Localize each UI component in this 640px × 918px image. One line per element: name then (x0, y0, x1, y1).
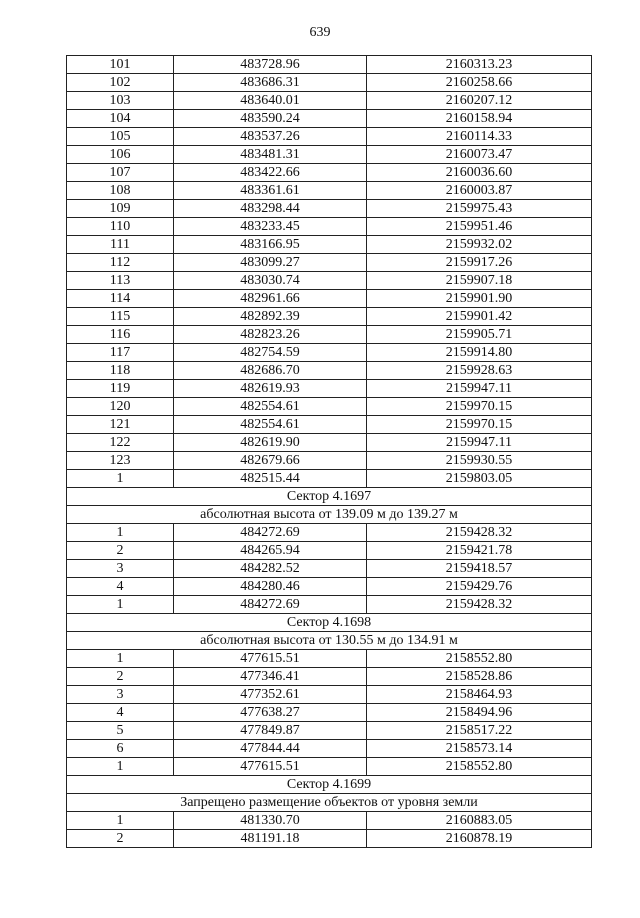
x-coordinate-cell: 484282.52 (174, 560, 367, 578)
x-coordinate-cell: 477849.87 (174, 722, 367, 740)
x-coordinate-cell: 482823.26 (174, 326, 367, 344)
y-coordinate-cell: 2158528.86 (367, 668, 592, 686)
y-coordinate-cell: 2159905.71 (367, 326, 592, 344)
x-coordinate-cell: 483298.44 (174, 200, 367, 218)
table-row (67, 200, 592, 218)
table-row (67, 236, 592, 254)
x-coordinate-cell: 483481.31 (174, 146, 367, 164)
x-coordinate-cell: 477638.27 (174, 704, 367, 722)
point-number-cell: 112 (67, 254, 174, 272)
y-coordinate-cell: 2159947.11 (367, 434, 592, 452)
x-coordinate-cell: 482619.93 (174, 380, 367, 398)
x-coordinate-cell: 483686.31 (174, 74, 367, 92)
table-row (67, 272, 592, 290)
table-row (67, 56, 592, 74)
point-number-cell: 1 (67, 524, 174, 542)
y-coordinate-cell: 2159951.46 (367, 218, 592, 236)
y-coordinate-cell: 2159975.43 (367, 200, 592, 218)
x-coordinate-cell: 482554.61 (174, 416, 367, 434)
point-number-cell: 1 (67, 758, 174, 776)
x-coordinate-cell: 484265.94 (174, 542, 367, 560)
point-number-cell: 109 (67, 200, 174, 218)
table-row (67, 92, 592, 110)
table-row (67, 812, 592, 830)
point-number-cell: 120 (67, 398, 174, 416)
x-coordinate-cell: 483422.66 (174, 164, 367, 182)
y-coordinate-cell: 2159901.42 (367, 308, 592, 326)
point-number-cell: 108 (67, 182, 174, 200)
point-number-cell: 104 (67, 110, 174, 128)
x-coordinate-cell: 482686.70 (174, 362, 367, 380)
sector-title: Сектор 4.1697 (67, 488, 592, 506)
x-coordinate-cell: 483030.74 (174, 272, 367, 290)
point-number-cell: 3 (67, 560, 174, 578)
y-coordinate-cell: 2160003.87 (367, 182, 592, 200)
x-coordinate-cell: 477615.51 (174, 650, 367, 668)
x-coordinate-cell: 482554.61 (174, 398, 367, 416)
point-number-cell: 102 (67, 74, 174, 92)
sector-title-row (67, 488, 592, 506)
table-row (67, 434, 592, 452)
table-row (67, 686, 592, 704)
y-coordinate-cell: 2159947.11 (367, 380, 592, 398)
point-number-cell: 121 (67, 416, 174, 434)
coordinates-table-body (67, 56, 592, 848)
point-number-cell: 123 (67, 452, 174, 470)
sector-title: Сектор 4.1699 (67, 776, 592, 794)
y-coordinate-cell: 2159917.26 (367, 254, 592, 272)
point-number-cell: 106 (67, 146, 174, 164)
y-coordinate-cell: 2160313.23 (367, 56, 592, 74)
table-row (67, 398, 592, 416)
table-row (67, 560, 592, 578)
table-row (67, 668, 592, 686)
point-number-cell: 2 (67, 542, 174, 560)
point-number-cell: 4 (67, 578, 174, 596)
point-number-cell: 103 (67, 92, 174, 110)
table-row (67, 722, 592, 740)
x-coordinate-cell: 483099.27 (174, 254, 367, 272)
y-coordinate-cell: 2160207.12 (367, 92, 592, 110)
y-coordinate-cell: 2160114.33 (367, 128, 592, 146)
table-row (67, 326, 592, 344)
x-coordinate-cell: 484272.69 (174, 524, 367, 542)
y-coordinate-cell: 2160878.19 (367, 830, 592, 848)
table-row (67, 416, 592, 434)
point-number-cell: 4 (67, 704, 174, 722)
y-coordinate-cell: 2159429.76 (367, 578, 592, 596)
table-row (67, 830, 592, 848)
x-coordinate-cell: 483640.01 (174, 92, 367, 110)
x-coordinate-cell: 477615.51 (174, 758, 367, 776)
y-coordinate-cell: 2159428.32 (367, 596, 592, 614)
y-coordinate-cell: 2158494.96 (367, 704, 592, 722)
table-row (67, 452, 592, 470)
point-number-cell: 114 (67, 290, 174, 308)
x-coordinate-cell: 482961.66 (174, 290, 367, 308)
x-coordinate-cell: 477844.44 (174, 740, 367, 758)
table-row (67, 308, 592, 326)
y-coordinate-cell: 2159970.15 (367, 398, 592, 416)
x-coordinate-cell: 481330.70 (174, 812, 367, 830)
point-number-cell: 118 (67, 362, 174, 380)
point-number-cell: 115 (67, 308, 174, 326)
table-row (67, 758, 592, 776)
x-coordinate-cell: 482679.66 (174, 452, 367, 470)
table-row (67, 704, 592, 722)
point-number-cell: 107 (67, 164, 174, 182)
y-coordinate-cell: 2159901.90 (367, 290, 592, 308)
point-number-cell: 119 (67, 380, 174, 398)
sector-title: Сектор 4.1698 (67, 614, 592, 632)
table-row (67, 740, 592, 758)
table-row (67, 578, 592, 596)
table-row (67, 128, 592, 146)
x-coordinate-cell: 477346.41 (174, 668, 367, 686)
point-number-cell: 110 (67, 218, 174, 236)
point-number-cell: 122 (67, 434, 174, 452)
coordinates-table (66, 55, 592, 848)
table-row (67, 650, 592, 668)
y-coordinate-cell: 2160036.60 (367, 164, 592, 182)
table-row (67, 524, 592, 542)
table-row (67, 470, 592, 488)
point-number-cell: 116 (67, 326, 174, 344)
y-coordinate-cell: 2159907.18 (367, 272, 592, 290)
y-coordinate-cell: 2158552.80 (367, 758, 592, 776)
point-number-cell: 101 (67, 56, 174, 74)
y-coordinate-cell: 2158573.14 (367, 740, 592, 758)
x-coordinate-cell: 484280.46 (174, 578, 367, 596)
point-number-cell: 5 (67, 722, 174, 740)
point-number-cell: 117 (67, 344, 174, 362)
y-coordinate-cell: 2159930.55 (367, 452, 592, 470)
table-row (67, 290, 592, 308)
sector-subtitle-row (67, 794, 592, 812)
x-coordinate-cell: 483233.45 (174, 218, 367, 236)
y-coordinate-cell: 2159970.15 (367, 416, 592, 434)
x-coordinate-cell: 482515.44 (174, 470, 367, 488)
point-number-cell: 105 (67, 128, 174, 146)
x-coordinate-cell: 483590.24 (174, 110, 367, 128)
y-coordinate-cell: 2159418.57 (367, 560, 592, 578)
x-coordinate-cell: 482892.39 (174, 308, 367, 326)
sector-subtitle: Запрещено размещение объектов от уровня земли (67, 794, 592, 812)
table-row (67, 110, 592, 128)
table-row (67, 344, 592, 362)
sector-subtitle: абсолютная высота от 130.55 м до 134.91 м (67, 632, 592, 650)
y-coordinate-cell: 2159914.80 (367, 344, 592, 362)
point-number-cell: 1 (67, 812, 174, 830)
x-coordinate-cell: 477352.61 (174, 686, 367, 704)
y-coordinate-cell: 2158552.80 (367, 650, 592, 668)
sector-subtitle-row (67, 506, 592, 524)
y-coordinate-cell: 2159421.78 (367, 542, 592, 560)
point-number-cell: 1 (67, 596, 174, 614)
x-coordinate-cell: 483166.95 (174, 236, 367, 254)
table-row (67, 146, 592, 164)
table-row (67, 380, 592, 398)
table-row (67, 254, 592, 272)
x-coordinate-cell: 482754.59 (174, 344, 367, 362)
point-number-cell: 111 (67, 236, 174, 254)
table-row (67, 596, 592, 614)
sector-subtitle: абсолютная высота от 139.09 м до 139.27 м (67, 506, 592, 524)
table-row (67, 164, 592, 182)
page-number: 639 (309, 25, 331, 40)
y-coordinate-cell: 2159928.63 (367, 362, 592, 380)
point-number-cell: 1 (67, 470, 174, 488)
sector-subtitle-row (67, 632, 592, 650)
table-row (67, 362, 592, 380)
point-number-cell: 2 (67, 668, 174, 686)
y-coordinate-cell: 2158517.22 (367, 722, 592, 740)
x-coordinate-cell: 481191.18 (174, 830, 367, 848)
y-coordinate-cell: 2159428.32 (367, 524, 592, 542)
y-coordinate-cell: 2160883.05 (367, 812, 592, 830)
x-coordinate-cell: 483537.26 (174, 128, 367, 146)
sector-title-row (67, 614, 592, 632)
table-row (67, 74, 592, 92)
point-number-cell: 2 (67, 830, 174, 848)
point-number-cell: 1 (67, 650, 174, 668)
point-number-cell: 3 (67, 686, 174, 704)
y-coordinate-cell: 2160158.94 (367, 110, 592, 128)
point-number-cell: 113 (67, 272, 174, 290)
x-coordinate-cell: 482619.90 (174, 434, 367, 452)
y-coordinate-cell: 2159932.02 (367, 236, 592, 254)
point-number-cell: 6 (67, 740, 174, 758)
table-row (67, 542, 592, 560)
y-coordinate-cell: 2159803.05 (367, 470, 592, 488)
x-coordinate-cell: 483361.61 (174, 182, 367, 200)
y-coordinate-cell: 2158464.93 (367, 686, 592, 704)
x-coordinate-cell: 484272.69 (174, 596, 367, 614)
x-coordinate-cell: 483728.96 (174, 56, 367, 74)
y-coordinate-cell: 2160258.66 (367, 74, 592, 92)
y-coordinate-cell: 2160073.47 (367, 146, 592, 164)
sector-title-row (67, 776, 592, 794)
table-row (67, 218, 592, 236)
table-row (67, 182, 592, 200)
